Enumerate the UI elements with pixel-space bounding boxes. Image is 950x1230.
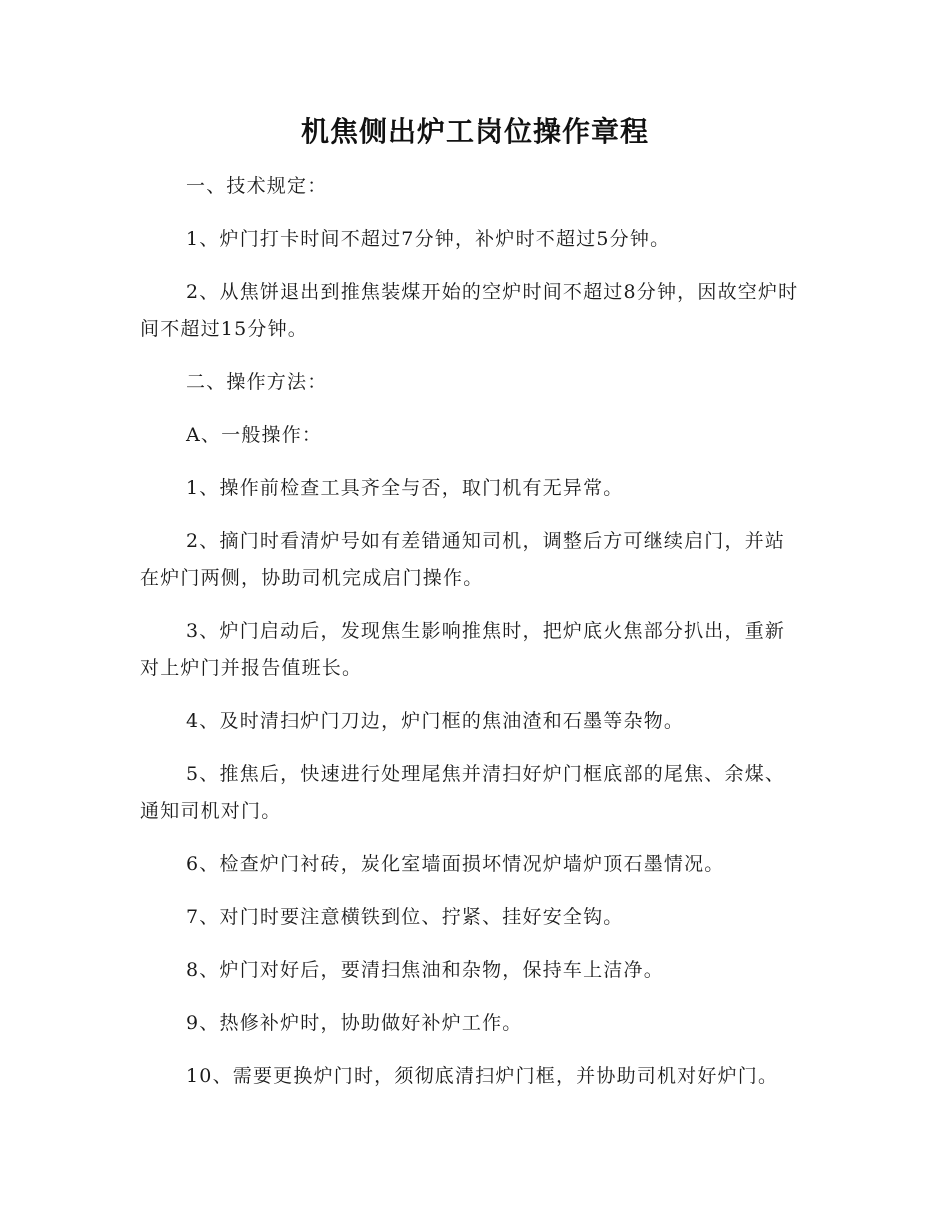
paragraph-operation-6: 6、检查炉门衬砖，炭化室墙面损坏情况炉墙炉顶石墨情况。	[186, 853, 725, 875]
paragraph-operation-9: 9、热修补炉时，协助做好补炉工作。	[186, 1012, 523, 1034]
section-heading-technical-rules: 一、技术规定：	[186, 175, 328, 197]
paragraph-operation-4: 4、及时清扫炉门刀边，炉门框的焦油渣和石墨等杂物。	[186, 710, 685, 732]
paragraph-operation-10: 10、需要更换炉门时，须彻底清扫炉门框，并协助司机对好炉门。	[186, 1065, 779, 1087]
section-heading-operation-methods: 二、操作方法：	[186, 371, 328, 393]
paragraph-operation-3: 3、炉门启动后，发现焦生影响推焦时，把炉底火焦部分扒出，重新对上炉门并报告值班长。	[140, 620, 786, 679]
paragraph-operation-1: 1、操作前检查工具齐全与否，取门机有无异常。	[186, 477, 624, 499]
subsection-heading-general-operation: A、一般操作：	[186, 424, 323, 446]
paragraph-rule-2: 2、从焦饼退出到推焦装煤开始的空炉时间不超过8分钟，因故空炉时间不超过15分钟。	[140, 281, 799, 340]
paragraph-operation-8: 8、炉门对好后，要清扫焦油和杂物，保持车上洁净。	[186, 959, 664, 981]
paragraph-rule-1: 1、炉门打卡时间不超过7分钟，补炉时不超过5分钟。	[186, 228, 671, 250]
paragraph-operation-2: 2、摘门时看清炉号如有差错通知司机，调整后方可继续启门，并站在炉门两侧，协助司机完成启门操作。	[140, 530, 786, 589]
paragraph-operation-5: 5、推焦后，快速进行处理尾焦并清扫好炉门框底部的尾焦、余煤、通知司机对门。	[140, 763, 786, 822]
document-body	[140, 168, 805, 1111]
paragraph-operation-7: 7、对门时要注意横铁到位、拧紧、挂好安全钩。	[186, 906, 624, 928]
page-title: 机焦侧出炉工岗位操作章程	[300, 115, 649, 148]
